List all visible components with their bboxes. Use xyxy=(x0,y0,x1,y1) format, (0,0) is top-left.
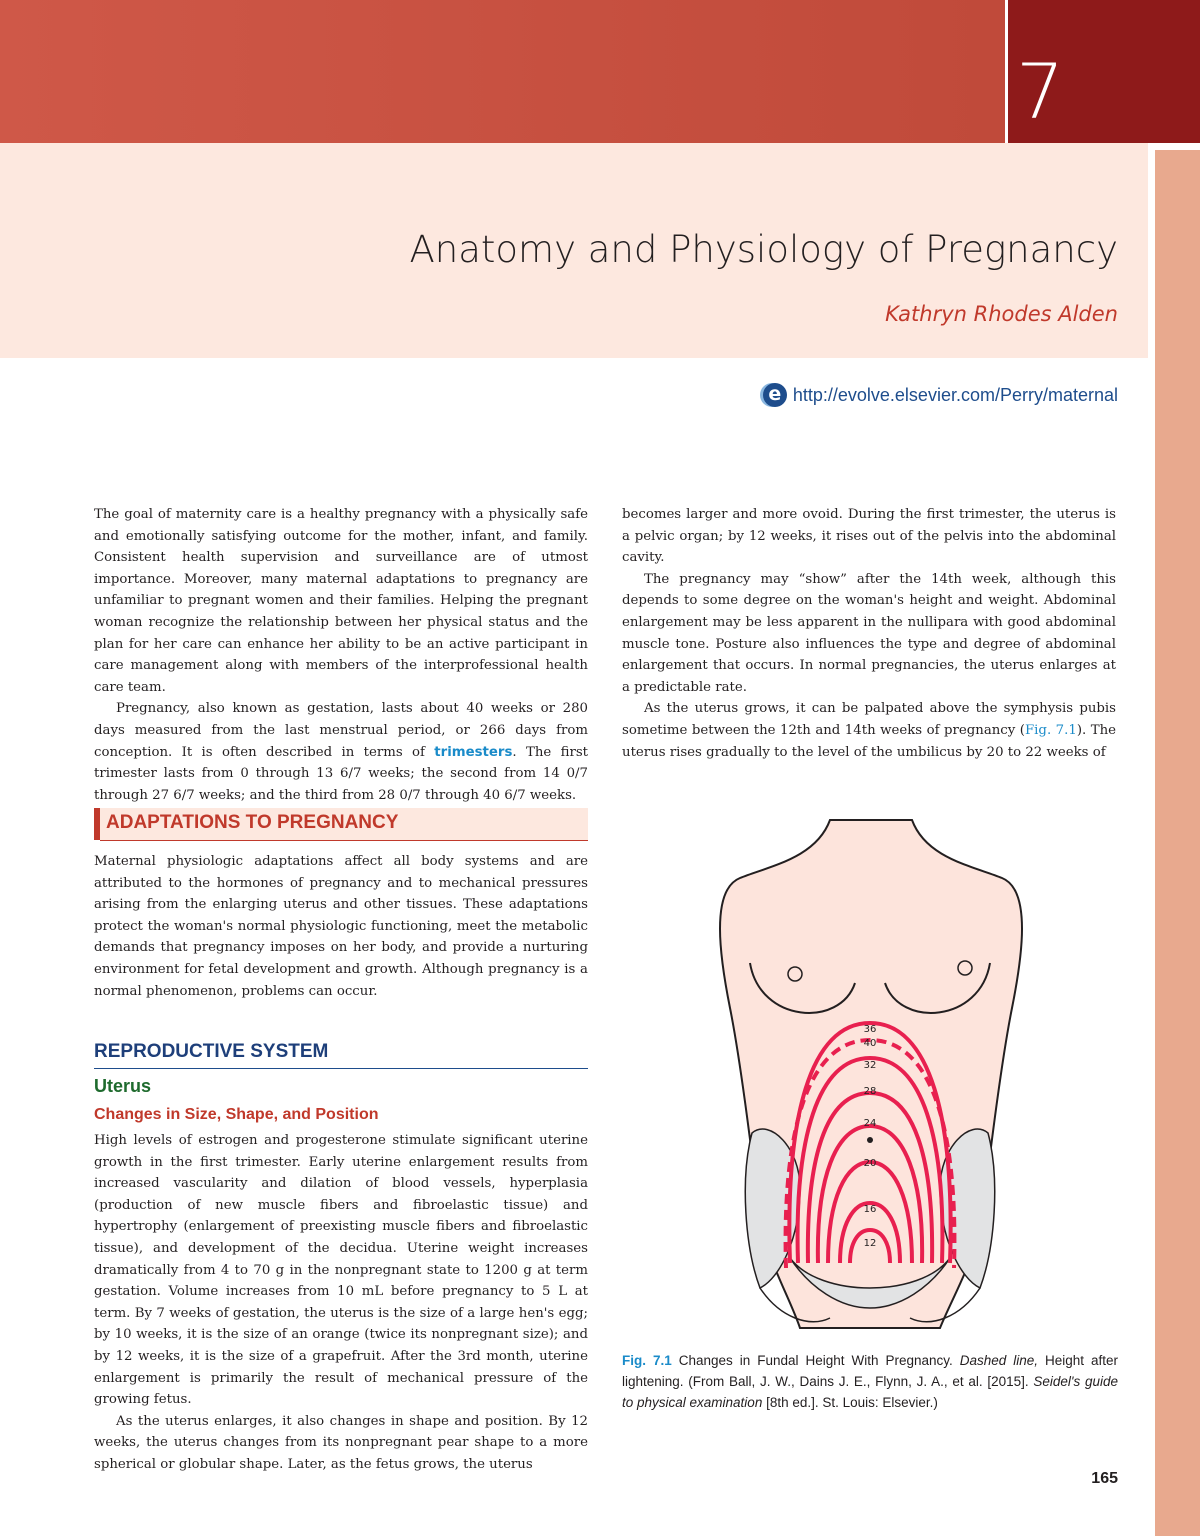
caption-italic-1: Dashed line, xyxy=(959,1353,1038,1368)
right-p3-text: As the uterus grows, it can be palpated above the symphysis pubis sometime between the 12th and 14th weeks of pregnancy ( xyxy=(622,701,1116,738)
label-week-16: 16 xyxy=(863,1204,877,1215)
caption-text-2: Height after lightening. (From Ball, J. W., Dains J. E., Flynn, J. A., et al. [2015]. xyxy=(622,1353,1118,1389)
right-paragraph-1: becomes larger and more ovoid. During the first trimester, the uterus is a pelvic organ; by 12 weeks, it rises out of the pelvis into the abdominal cavity. xyxy=(622,507,1116,566)
fundal-height-illustration xyxy=(690,818,1050,1338)
label-week-28: 28 xyxy=(863,1086,877,1097)
heading-text: ADAPTATIONS TO PREGNANCY xyxy=(106,812,399,833)
intro-p2-text-end: . The first trimester lasts from 0 through 13 6/7 weeks; the second from 14 0/7 through 27 6/7 weeks; and the third from 28 0/7 through 40 6/7 weeks. xyxy=(94,744,589,803)
label-week-36: 36 xyxy=(863,1024,877,1035)
header-band xyxy=(0,0,1005,143)
figure-reference-link[interactable]: Fig. 7.1 xyxy=(1024,722,1077,738)
chapter-number: 7 xyxy=(1016,47,1065,136)
author-name: Kathryn Rhodes Alden xyxy=(885,302,1118,326)
figure-caption xyxy=(622,1350,1118,1413)
right-paragraph-2: The pregnancy may “show” after the 14th week, although this depends to some degree on the woman's height and weight. Abdominal enlargement may be less apparent in the nullipara with good abdominal muscle tone. Posture also influences the type and degree of abdominal enlargement that occurs. In normal pregnancies, the uterus enlarges at a predictable rate. xyxy=(622,571,1116,695)
key-term-trimesters[interactable]: trimesters xyxy=(434,744,513,760)
evolve-link-row xyxy=(700,378,1118,412)
subsubheading-changes: Changes in Size, Shape, and Position xyxy=(94,1106,379,1123)
adaptations-paragraph: Maternal physiologic adaptations affect all body systems and are attributed to the hormones of pregnancy and to mechanical pressures arising from the enlarging uterus and other tissues. These adaptations protect the woman's normal physiologic functioning, meet the metabolic demands that pregnancy imposes on her body, and provide a nurturing environment for fetal development and growth. Although pregnancy is a normal phenomenon, problems can occur. xyxy=(94,854,588,999)
reproductive-text xyxy=(94,1130,588,1476)
right-p3-text-end: ). The uterus rises gradually to the level of the umbilicus by 20 to 22 weeks of xyxy=(622,722,1117,760)
label-week-12: 12 xyxy=(863,1238,877,1249)
label-week-40: 40 xyxy=(863,1038,877,1049)
right-column-text xyxy=(622,504,1116,763)
umbilicus xyxy=(867,1137,873,1143)
intro-p2-text: Pregnancy, also known as gestation, lasts about 40 weeks or 280 days measured from the last menstrual period, or 266 days from conception. It is often described in terms of xyxy=(94,701,588,760)
label-week-32: 32 xyxy=(863,1060,877,1071)
label-week-20: 20 xyxy=(863,1158,877,1169)
right-paragraph-3 xyxy=(622,698,1116,763)
chapter-title: Anatomy and Physiology of Pregnancy xyxy=(409,228,1118,271)
subheading-uterus: Uterus xyxy=(94,1076,152,1096)
caption-title: Changes in Fundal Height With Pregnancy. xyxy=(671,1353,960,1368)
caption-text-3: [8th ed.]. St. Louis: Elsevier.) xyxy=(762,1395,938,1410)
section-heading-reproductive xyxy=(94,1038,588,1069)
caption-label: Fig. 7.1 xyxy=(622,1353,672,1368)
label-week-24: 24 xyxy=(863,1118,877,1129)
page-number: 165 xyxy=(1091,1470,1118,1487)
intro-text xyxy=(94,504,588,806)
intro-paragraph-2 xyxy=(94,698,588,806)
side-strip xyxy=(1155,150,1200,1536)
evolve-icon: e xyxy=(763,383,787,407)
intro-paragraph-1: The goal of maternity care is a healthy pregnancy with a physically safe and emotionally satisfying outcome for the mother, infant, and family. Consistent health supervision and surveillance are of utmost importance. Moreover, many maternal adaptations to pregnancy are unfamiliar to pregnant women and their families. Helping the pregnant woman recognize the relationship between her physical status and the plan for her care can enhance her ability to be an active participant in care management along with members of the interprofessional health care team. xyxy=(94,507,588,695)
adaptations-text xyxy=(94,851,588,1002)
uterus-paragraph-2: As the uterus enlarges, it also changes in shape and position. By 12 weeks, the uterus changes from its nonpregnant pear shape to a more spherical or globular shape. Later, as the fetus grows, the uterus xyxy=(94,1413,588,1472)
section-heading-adaptations xyxy=(94,804,588,840)
uterus-paragraph-1: High levels of estrogen and progesterone stimulate significant uterine growth in the first trimester. Early uterine enlargement results from increased vascularity and dilation of blood vessels, hyperplasia (production of new muscle fibers and fibroelastic tissue) and hypertrophy (enlargement of preexisting muscle fibers and fibroelastic tissue), and development of the decidua. Uterine weight increases dramatically from 4 to 70 g in the nonpregnant state to 1200 g at term gestation. Volume increases from 10 mL before pregnancy to 5 L at term. By 7 weeks of gestation, the uterus is the size of a large hen's egg; by 10 weeks, it is the size of an orange (twice its nonpregnant size); and by 12 weeks, it is the size of a grapefruit. After the 3rd month, uterine enlargement is primarily the result of mechanical pressure of the growing fetus. xyxy=(94,1133,588,1408)
caption-italic-2: Seidel's guide to physical examination xyxy=(622,1374,1118,1410)
heading-text: REPRODUCTIVE SYSTEM xyxy=(94,1041,329,1062)
evolve-url-link[interactable]: http://evolve.elsevier.com/Perry/maternal xyxy=(792,384,1118,405)
